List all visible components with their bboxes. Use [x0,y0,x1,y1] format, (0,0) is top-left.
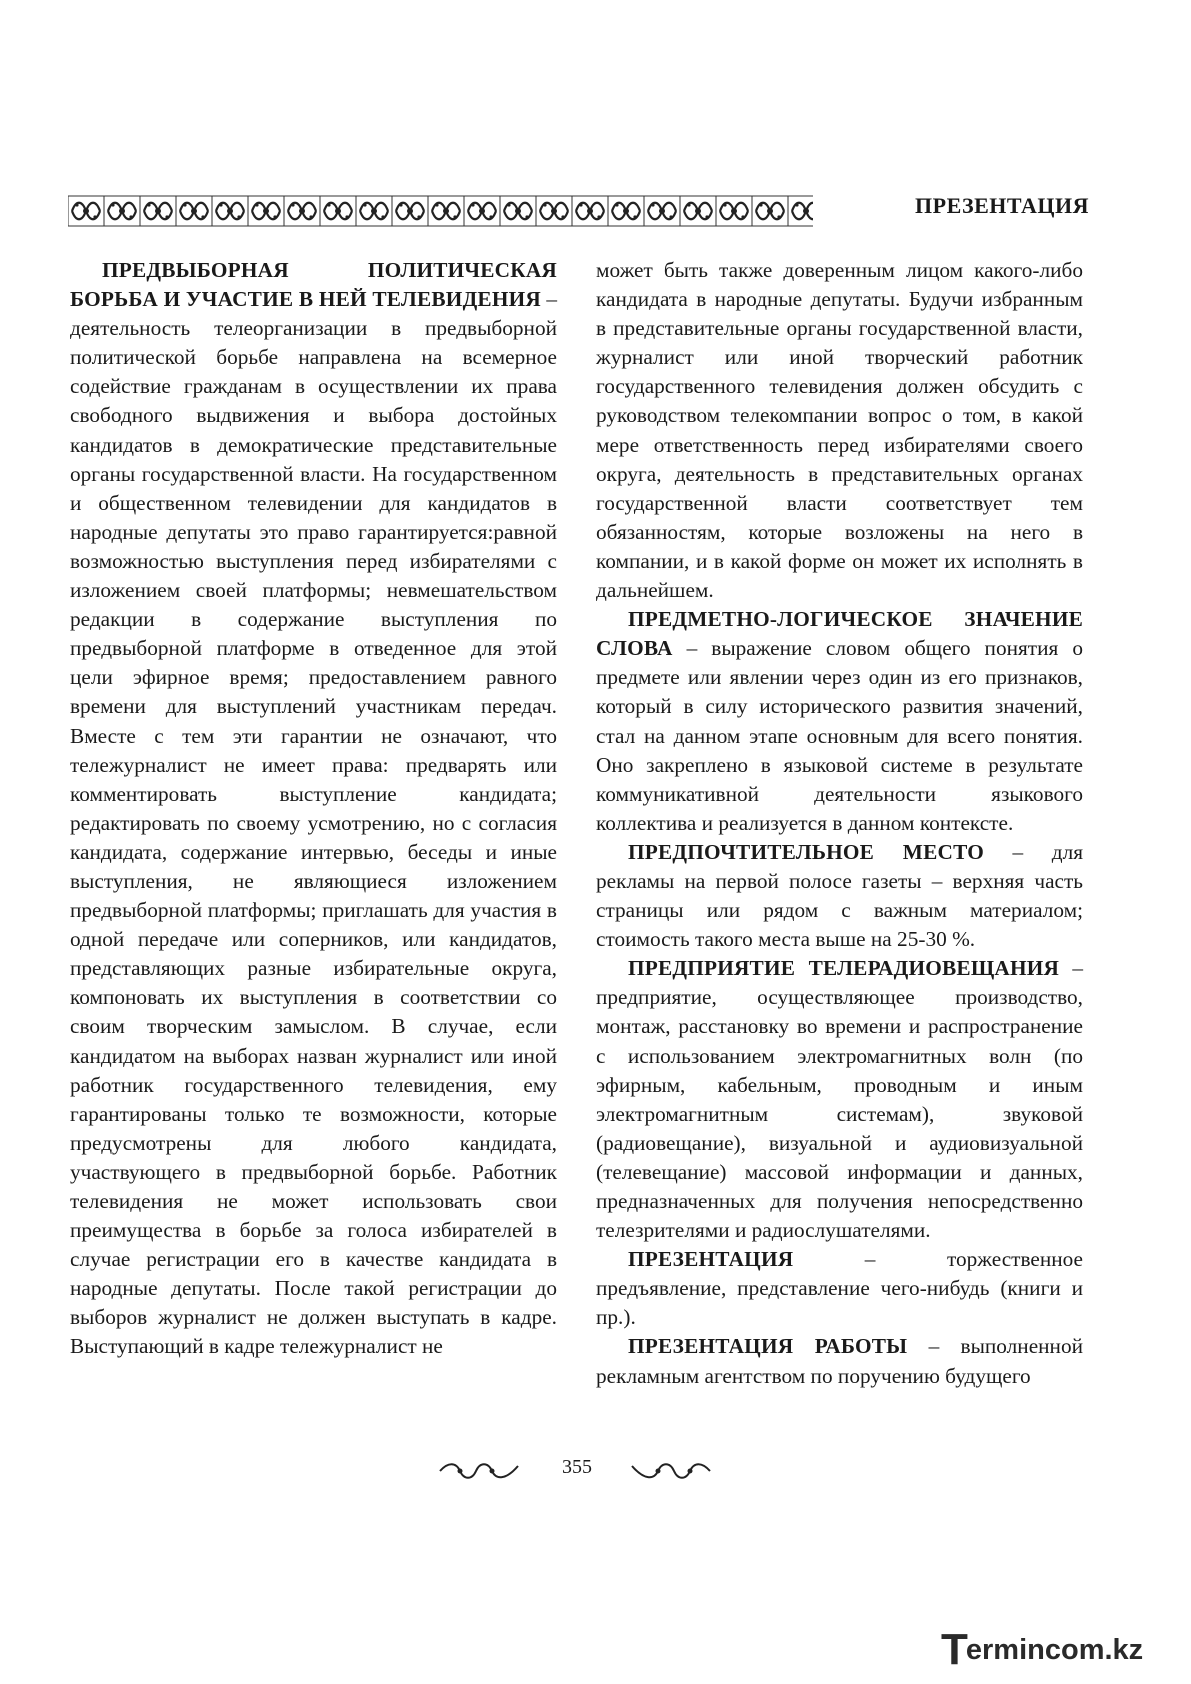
page-footer [0,1456,1191,1496]
page-number: 355 [562,1456,592,1478]
dictionary-entry [596,954,1083,1245]
entry-definition: – торжественное предъявление, представление чего-нибудь (книги и пр.). [596,1247,1083,1330]
left-flourish-icon [438,1458,522,1484]
entry-definition: – выполненной рекламным агентством по поручению будущего [596,1334,1083,1388]
entry-term: ПРЕДМЕТНО-ЛОГИЧЕСКОЕ ЗНАЧЕНИЕ СЛОВА [596,607,1083,661]
entry-term: ПРЕДВЫБОРНАЯ ПОЛИТИЧЕСКАЯ БОРЬБА И УЧАСТИЕ В НЕЙ ТЕЛЕВИДЕНИЯ [70,258,557,312]
logo-text: ermincom.kz [965,1633,1144,1666]
right-flourish-icon [628,1458,712,1484]
dictionary-entry [596,1332,1083,1390]
ornament-band [68,194,813,228]
dictionary-entry [596,1245,1083,1332]
dictionary-entry [70,256,557,1362]
entry-continuation: может быть также доверенным лицом какого-либо кандидата в народные депутаты. Будучи избранным в представительные органы государственной власти, журналист или иной творческий работник государственного телевидения должен обсудить с руководством телекомпании вопрос о том, в какой мере ответственность перед избирателями своего округа, деятельность в представительных органах государственной власти соответствует тем обязанностям, которые возложены на него в компании, и в какой форме он может их исполнять в дальнейшем. [596,258,1083,603]
entry-term: ПРЕДПОЧТИТЕЛЬНОЕ МЕСТО [628,839,984,864]
entry-definition: – деятельность телеорганизации в предвыборной политической борьбе направлена на всемерное содействие гражданам в осуществлении их права свободного выдвижения и выбора достойных кандидатов в демократические представительные органы государственной власти. На государственном и общественном телевидении для кандидатов в народные депутаты это право гарантируется:равной возможностью выступления перед избирателями с изложением своей платформы; невмешательством редакции в содержание выступления по предвыборной платформе в отведенное для этой цели эфирное время; предоставлением равного времени для выступлений участникам передач. Вместе с тем эти гарантии не означают, что тележурналист не имеет права: предварять или комментировать выступление кандидата; редактировать по своему усмотрению, но с согласия кандидата, содержание интервью, беседы и иные выступления, не являющиеся изложением предвыборной платформы; приглашать для участия в одной передаче или соперников, или кандидатов, представляющих разные избирательные округа, компоновать их выступления в соответствии со своим творческим замыслом. В случае, если кандидатом на выборах назван журналист или иной работник государственного телевидения, ему гарантированы только те возможности, которые предусмотрены для любого кандидата, участвующего в предвыборной борьбе. Работник телевидения не может использовать свои преимущества в борьбе за голоса избирателей в случае регистрации его в качестве кандидата в народные депутаты. После такой регистрации до выборов журналист не должен выступать в кадре. Выступающий в кадре тележурналист не [70,287,557,1359]
entry-term: ПРЕЗЕНТАЦИЯ РАБОТЫ [628,1334,908,1359]
running-title: ПРЕЗЕНТАЦИЯ [915,193,1089,218]
right-column [596,256,1083,1391]
site-logo: T ermincom.kz [941,1625,1144,1674]
dictionary-entry [596,838,1083,954]
entry-definition: – для рекламы на первой полосе газеты – верхняя часть страницы или рядом с важным материалом; стоимость такого места выше на 25-30 %. [596,839,1083,952]
dictionary-entry [596,605,1083,838]
left-column [70,256,557,1362]
entry-term: ПРЕДПРИЯТИЕ ТЕЛЕРАДИОВЕЩАНИЯ [628,956,1060,981]
entry-definition: – выражение словом общего понятия о предмете или явлении через один из его признаков, который в силу исторического развития значений, стал на данном этапе основным для всего понятия. Оно закреплено в языковой системе в результате коммуникативной деятельности языкового коллектива и реализуется в данном контексте. [596,636,1083,835]
entry-term: ПРЕЗЕНТАЦИЯ [628,1247,794,1272]
entry-definition: – предприятие, осуществляющее производство, монтаж, расстановку во времени и распространение с использованием электромагнитных волн (по эфирным, кабельным, проводным и иным электромагнитным системам), звуковой (радиовещание), визуальной и аудиовизуальной (телевещание) массовой информации и данных, предназначенных для получения непосредственно телезрителями и радиослушателями. [596,956,1083,1243]
